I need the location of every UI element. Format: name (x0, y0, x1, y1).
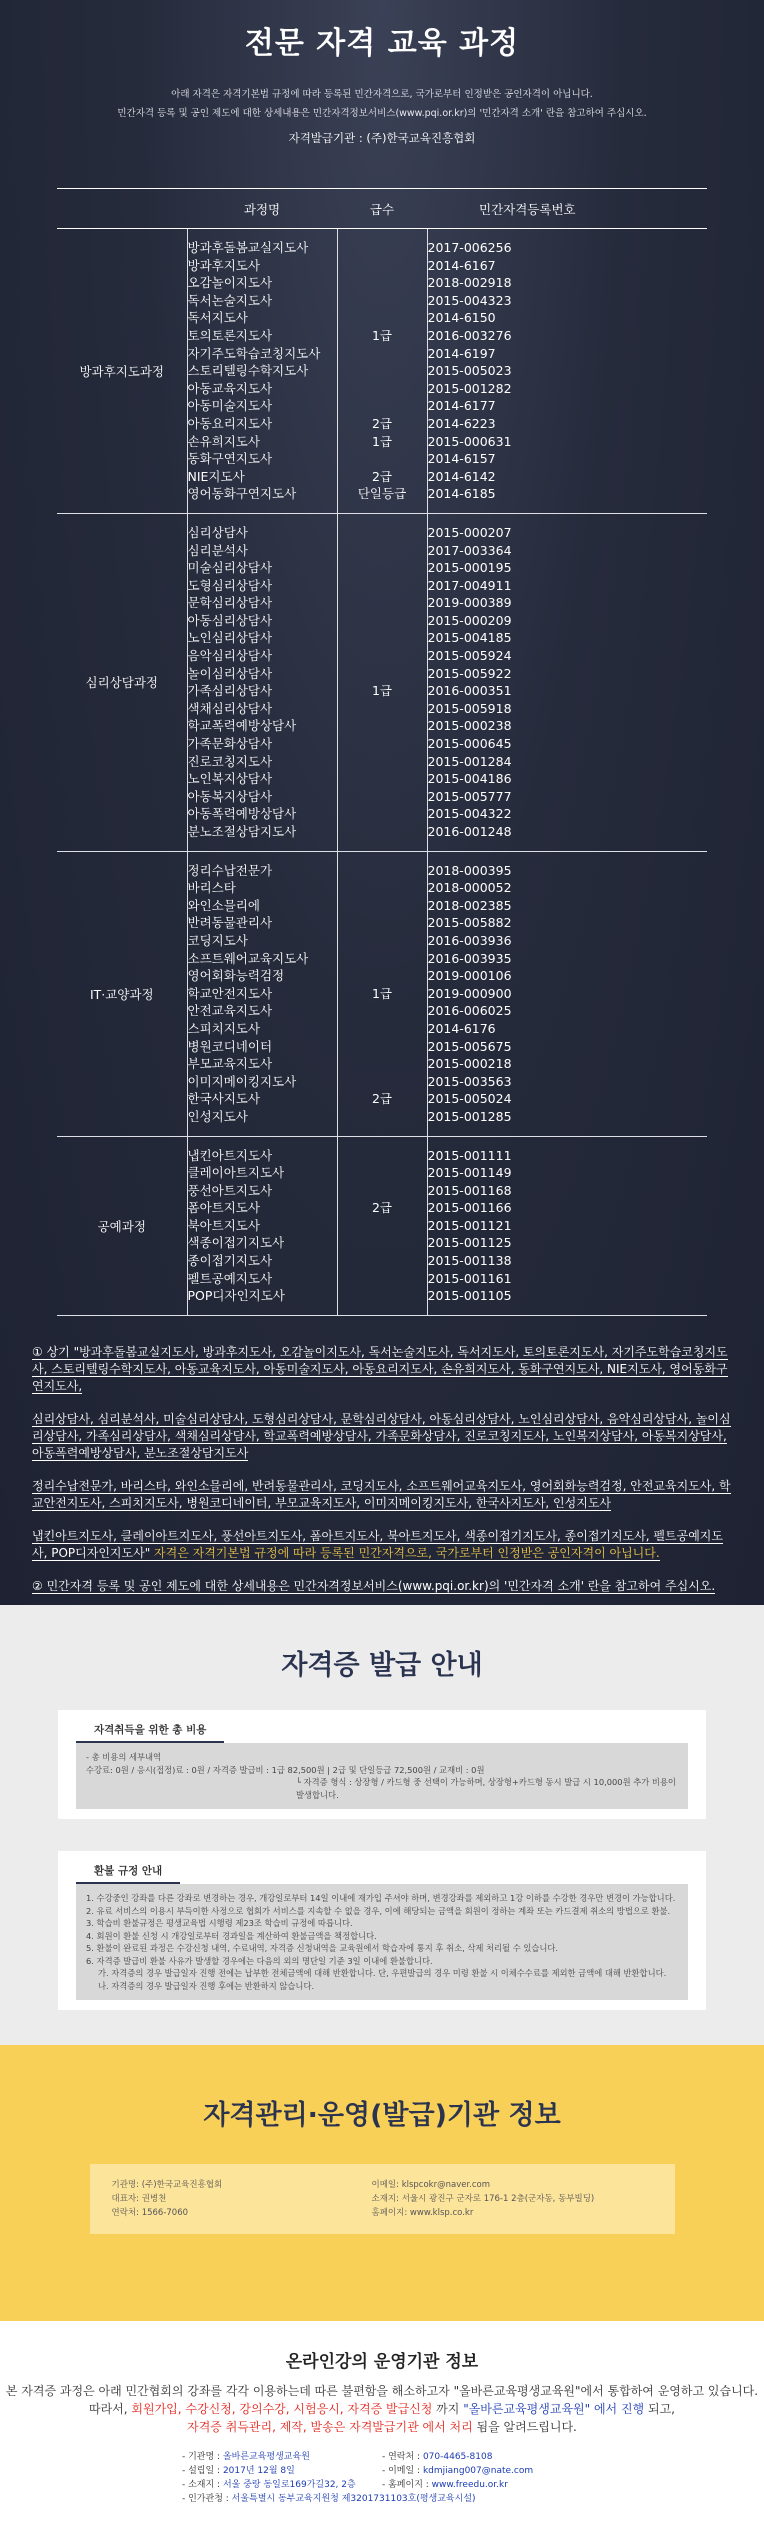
agency-info-left (112, 2178, 372, 2220)
course-name-line: 정리수납전문가 (187, 862, 273, 878)
category-cell: IT·교양과정 (57, 851, 187, 1136)
grade-line (338, 239, 427, 257)
reg-number (427, 513, 707, 851)
reg-number-line: 2015-005024 (427, 1091, 512, 1107)
refund-line: 3. 학습비 환불규정은 평생교육법 시행령 제23조 학습비 규정에 따릅니다. (86, 1918, 353, 1928)
grade-line (338, 1038, 427, 1056)
course-name-line: 반려동물관리사 (187, 915, 273, 931)
reg-number-line: 2015-005882 (427, 915, 512, 931)
course-name-line: 아동요리지도사 (187, 415, 273, 431)
refund-line: 나. 자격증의 경우 발급일자 진행 후에는 반환하지 않습니다. (98, 1980, 315, 1991)
grade-line (338, 594, 427, 612)
course-name-line: 안전교육지도사 (187, 1003, 273, 1019)
course-name-line: NIE지도사 (187, 468, 245, 484)
online-info-item: - 연락처 : 070-4465-8108 (382, 2452, 493, 2462)
reg-number-line: 2014-6157 (427, 451, 496, 467)
course-name-line: 문학심리상담사 (187, 595, 273, 611)
course-name-line: 놀이심리상담사 (187, 665, 273, 681)
online-info-item: - 소재지 : 서울 중랑 동일로169가길32, 2층 (182, 2480, 356, 2490)
agency-info-right (372, 2178, 595, 2220)
course-name (187, 513, 337, 851)
reg-number-line: 2017-004911 (427, 577, 512, 593)
refund-line: 2. 유료 서비스의 이용시 부득이한 사정으로 협회가 서비스를 지속할 수 없을 경우, 이에 해당되는 금액을 회원이 정하는 계좌 또는 카드결제 취소의 방법으로 환불. (86, 1905, 671, 1916)
reg-number (427, 851, 707, 1136)
grade-line (338, 805, 427, 823)
reg-number-line: 2015-000207 (427, 524, 512, 540)
reg-number-line: 2014-6150 (427, 310, 496, 326)
reg-number-line: 2015-001121 (427, 1217, 512, 1233)
course-name-line: 와인소믈리에 (187, 897, 260, 913)
course-name-line: 학교폭력예방상담사 (187, 718, 297, 734)
grade-line: 2급 (371, 415, 393, 431)
reg-number-line: 2014-6185 (427, 486, 496, 502)
grade-line (338, 897, 427, 915)
course-name-line: 색채심리상담사 (187, 700, 273, 716)
grade-line (338, 1234, 427, 1252)
qualification-table (57, 188, 707, 1316)
grade-line: 2급 (371, 468, 393, 484)
agency-info-line: 연락처: 1566-7060 (111, 2208, 189, 2218)
header-grade: 급수 (337, 189, 427, 229)
reg-number-line: 2017-003364 (427, 542, 512, 558)
note-5: ② 민간자격 등록 및 공인 제도에 대한 상세내용은 민간자격정보서비스(www.pqi.or.kr)의 '민간자격 소개' 란을 참고하여 주십시오. (32, 1578, 716, 1593)
course-name-line: 아동폭력예방상담사 (187, 806, 297, 822)
reg-number-line: 2015-004323 (427, 292, 512, 308)
online-text-2: 따라서, 회원가입, 수강신청, 강의수강, 시험응시, 자격증 발급신청 까지 "올바른교육평생교육원" 에서 진행 되고, (89, 2402, 675, 2416)
reg-number-line: 2015-004185 (427, 630, 512, 646)
grade-line (338, 967, 427, 985)
course-name-line: 동화구연지도사 (187, 451, 273, 467)
reg-number-line: 2015-000209 (427, 612, 512, 628)
grade-line (338, 1055, 427, 1073)
reg-number-line: 2016-006025 (427, 1003, 512, 1019)
reg-number-line: 2018-002385 (427, 897, 512, 913)
online-info-item: - 기관명 : 올바른교육평생교육원 (182, 2452, 310, 2462)
grade-line (338, 1002, 427, 1020)
reg-number-line: 2018-002918 (427, 275, 512, 291)
table-row (57, 229, 707, 514)
reg-number-line: 2015-005924 (427, 648, 512, 664)
course-name-line: 노인심리상담사 (187, 630, 273, 646)
course-name-line: 영어동화구연지도사 (187, 486, 297, 502)
agency-info-line: 소재지: 서울시 광진구 군자로 176-1 2층(군자동, 동부빌딩) (371, 2194, 595, 2204)
grade-line (338, 735, 427, 753)
category-cell: 심리상담과정 (57, 513, 187, 851)
reg-number-line: 2015-001285 (427, 1108, 512, 1124)
grade (337, 1136, 427, 1315)
grade-line (338, 823, 427, 841)
grade-line (338, 1073, 427, 1091)
course-name-line: 냅킨아트지도사 (187, 1147, 273, 1163)
reg-number-line: 2019-000106 (427, 968, 512, 984)
note-4: 냅킨아트지도사, 클레이아트지도사, 풍선아트지도사, 폼아트지도사, 북아트지도사, 색종이접기지도사, 종이접기지도사, 펠트공예지도사, POP디자인지도사" (32, 1528, 723, 1560)
grade-line (338, 257, 427, 275)
cost-body (76, 1743, 688, 1809)
grade-line (338, 559, 427, 577)
refund-line: 4. 회원이 환불 신청 시 개강일로부터 경과일을 계산하여 환불금액을 책정합니다. (86, 1930, 377, 1941)
refund-line: 1. 수강중인 강좌를 다른 강좌로 변경하는 경우, 개강일로부터 14일 이내에 재가입 주셔야 하며, 변경강좌를 제외하고 1강 이하를 수강한 경우만 변경이 가능합니다. (86, 1893, 676, 1903)
grade-line (338, 950, 427, 968)
reg-number-line: 2015-000238 (427, 718, 512, 734)
course-name-line: 노인복지상담사 (187, 771, 273, 787)
online-info-item: - 설립일 : 2017년 12월 8일 (182, 2466, 295, 2476)
grade-line (338, 1252, 427, 1270)
note-2: 심리상담사, 심리분석사, 미술심리상담사, 도형심리상담사, 문학심리상담사, 아동심리상담사, 노인심리상담사, 음악심리상담사, 놀이심리상담사, 가족심리상담사, 색채심리상담사, 학교폭력예방상담사, 가족문화상담사, 진로코칭지도사, 노인복지상담사, 아동복지상담사, 아동폭력예방상담사, 분노조절상담지도사 (32, 1411, 731, 1460)
reg-number-line: 2017-006256 (427, 240, 512, 255)
note-4-highlight: 자격은 자격기본법 규정에 따라 등록된 민간자격으로, 국가로부터 인정받은 공인자격이 아닙니다. (150, 1545, 660, 1560)
grade-line (338, 1287, 427, 1305)
reg-number-line: 2015-001105 (427, 1288, 512, 1304)
category-cell: 방과후지도과정 (57, 229, 187, 514)
online-info-item: - 홈페이지 : www.freedu.or.kr (382, 2480, 508, 2490)
course-name-line: 스피치지도사 (187, 1020, 260, 1036)
agency-section (0, 2045, 764, 2321)
course-name-line: 병원코디네이터 (187, 1038, 273, 1054)
course-name-line: 영어회화능력검정 (187, 968, 285, 984)
table-row (57, 1136, 707, 1315)
reg-number-line: 2015-001284 (427, 753, 512, 769)
reg-number (427, 1136, 707, 1315)
reg-number-line: 2018-000052 (427, 880, 512, 896)
course-name-line: POP디자인지도사 (187, 1288, 285, 1304)
refund-box (58, 1851, 706, 2010)
reg-number-line: 2015-005922 (427, 665, 512, 681)
course-name-line: 도형심리상담사 (187, 577, 273, 593)
reg-number-line: 2015-003563 (427, 1073, 512, 1089)
course-name-line: 코딩지도사 (187, 932, 248, 948)
grade (337, 851, 427, 1136)
online-section (0, 2321, 764, 2526)
course-name-line: 가족심리상담사 (187, 683, 273, 699)
reg-number-line: 2016-001248 (427, 824, 512, 839)
reg-number-line: 2014-6142 (427, 468, 496, 484)
cost-box (58, 1710, 706, 1819)
course-name-line: 미술심리상담사 (187, 560, 273, 576)
refund-line: 가. 자격증의 경우 발급일자 진행 전에는 납부한 전체금액에 대해 반환합니다. 단, 우편발급의 경우 미령 환불 시 이체수수료를 제외한 금액에 대해 반환합니다. (98, 1968, 667, 1978)
reg-number-line: 2014-6223 (427, 415, 496, 431)
grade-line (338, 770, 427, 788)
online-info-table (182, 2450, 582, 2506)
reg-number-line: 2015-001282 (427, 380, 512, 396)
course-name-line: 풍선아트지도사 (187, 1182, 273, 1198)
agency-info-line: 기관명: (주)한국교육진흥협회 (111, 2180, 223, 2190)
grade-line (338, 862, 427, 880)
grade-line: 1급 (371, 985, 393, 1001)
reg-number-line: 2015-001161 (427, 1270, 512, 1286)
reg-number-line: 2018-000395 (427, 862, 512, 878)
grade-line (338, 542, 427, 560)
grade (337, 229, 427, 514)
reg-number-line: 2014-6167 (427, 257, 496, 273)
category-cell: 공예과정 (57, 1136, 187, 1315)
reg-number-line: 2015-005777 (427, 788, 512, 804)
reg-number-line: 2015-000195 (427, 560, 512, 576)
grade (337, 513, 427, 851)
reg-number-line: 2016-003935 (427, 950, 512, 966)
grade-line (338, 524, 427, 542)
grade-line (338, 629, 427, 647)
refund-line: 5. 환불이 완료된 과정은 수강신청 내역, 수료내역, 자격증 신청내역을 교육원에서 학습자에 통지 후 취소, 삭제 처리될 수 있습니다. (86, 1943, 559, 1953)
header-reg-number: 민간자격등록번호 (427, 189, 707, 229)
reg-number-line: 2019-000389 (427, 595, 512, 611)
online-text-3: 자격증 취득관리, 제작, 발송은 자격발급기관 에서 처리 됨을 알려드립니다. (187, 2420, 577, 2434)
grade-line: 2급 (371, 1200, 393, 1216)
grade-line: 2급 (371, 1091, 393, 1107)
reg-number-line: 2015-004322 (427, 806, 512, 822)
cost-line: - 총 비용의 세부내역 (86, 1752, 162, 1762)
course-name (187, 851, 337, 1136)
cost-line: └ 자격증 형식 : 상장형 / 카드형 중 선택이 가능하며, 상장형+카드형 동시 발급 시 10,000원 추가 비용이 발생합니다. (296, 1777, 676, 1800)
course-name-line: 토의토론지도사 (187, 327, 273, 343)
course-name-line: 학교안전지도사 (187, 985, 273, 1001)
grade-line (338, 1182, 427, 1200)
course-name-line: 진로코칭지도사 (187, 753, 273, 769)
grade-line (338, 612, 427, 630)
grade-line (338, 1147, 427, 1165)
grade-line: 단일등급 (357, 486, 407, 502)
course-name-line: 자기주도학습코칭지도사 (187, 345, 321, 361)
course-name-line: 부모교육지도사 (187, 1056, 273, 1072)
online-text-1: 본 자격증 과정은 아래 민간협회의 강좌를 각각 이용하는데 따른 불편함을 해소하고자 "올바른교육평생교육원"에서 통합하여 운영하고 있습니다. (5, 2384, 759, 2398)
course-name (187, 1136, 337, 1315)
course-name-line: 분노조절상담지도사 (187, 824, 297, 839)
reg-number-line: 2015-005023 (427, 363, 512, 379)
note-3: 정리수납전문가, 바리스타, 와인소믈리에, 반려동물관리사, 코딩지도사, 소프트웨어교육지도사, 영어회화능력검정, 안전교육지도사, 학교안전지도사, 스피치지도사, 병원코디네이터, 부모교육지도사, 이미지메이킹지도사, 한국사지도사, 인성지도사 (32, 1478, 731, 1510)
course-name-line: 방과후돌봄교실지도사 (187, 240, 309, 255)
grade-line (338, 879, 427, 897)
agency-info-line: 대표자: 권병천 (111, 2194, 167, 2204)
reg-number-line: 2015-001149 (427, 1165, 512, 1181)
grade-line (338, 577, 427, 595)
grade-line (338, 665, 427, 683)
course-name-line: 손유희지도사 (187, 433, 260, 449)
header-category (57, 189, 187, 229)
reg-number-line: 2016-003276 (427, 327, 512, 343)
course-name-line: 소프트웨어교육지도사 (187, 950, 309, 966)
cost-line: 수강료: 0원 / 응시(접정)료 : 0원 / 자격증 발급비 : 1급 82,500원 | 2급 및 단일등급 72,500원 / 교재비 : 0원 (86, 1764, 485, 1775)
reg-number-line: 2015-000218 (427, 1056, 512, 1072)
grade-line (338, 1020, 427, 1038)
course-name-line: 이미지메이킹지도사 (187, 1073, 297, 1089)
grade-line (338, 932, 427, 950)
course-name-line: 색종이접기지도사 (187, 1235, 285, 1251)
issuance-title: 자격증 발급 안내 (281, 1650, 483, 1681)
grade-line (338, 1217, 427, 1235)
agency-title: 자격관리·운영(발급)기관 정보 (203, 2100, 561, 2131)
grade-line: 1급 (371, 327, 393, 343)
course-name-line: 심리상담사 (187, 524, 248, 540)
course-name-line: 가족문화상담사 (187, 736, 273, 752)
reg-number-line: 2015-001166 (427, 1200, 512, 1216)
reg-number-line: 2015-001125 (427, 1235, 512, 1251)
reg-number-line: 2015-001168 (427, 1182, 512, 1198)
grade-line (338, 788, 427, 806)
grade-line (338, 362, 427, 380)
course-name-line: 아동심리상담사 (187, 612, 273, 628)
grade-line (338, 345, 427, 363)
course-name-line: 펠트공예지도사 (187, 1270, 273, 1286)
reg-number-line: 2016-003936 (427, 932, 512, 948)
reg-number-line: 2015-001111 (427, 1147, 512, 1163)
reg-number-line: 2014-6177 (427, 398, 496, 414)
refund-line: 6. 자격증 발급비 환불 사유가 발생할 경우에는 다음의 외의 명단일 기준 3일 이내에 환불합니다. (86, 1955, 433, 1966)
reg-number-line: 2015-005675 (427, 1038, 512, 1054)
grade-line (338, 397, 427, 415)
reg-number-line: 2014-6176 (427, 1020, 496, 1036)
course-name-line: 독서논술지도사 (187, 292, 273, 308)
table-row (57, 513, 707, 851)
grade-line (338, 450, 427, 468)
grade-line (338, 914, 427, 932)
course-name-line: 폼아트지도사 (187, 1200, 260, 1216)
course-name-line: 바리스타 (187, 880, 236, 896)
reg-number-line: 2016-000351 (427, 683, 512, 699)
grade-line (338, 292, 427, 310)
reg-number-line: 2014-6197 (427, 345, 496, 361)
grade-line (338, 700, 427, 718)
course-name-line: 아동미술지도사 (187, 398, 273, 414)
grade-line (338, 380, 427, 398)
grade-line (338, 1270, 427, 1288)
reg-number-line: 2015-000645 (427, 736, 512, 752)
grade-line (338, 647, 427, 665)
intro-text: 아래 자격은 자격기본법 규정에 따라 등록된 민간자격으로, 국가로부터 인정받은 공인자격이 아닙니다. (171, 89, 593, 100)
grade-line (338, 309, 427, 327)
reg-number-line: 2015-004186 (427, 771, 512, 787)
course-name (187, 229, 337, 514)
table-header-row (57, 189, 707, 229)
refund-body (76, 1884, 688, 2000)
grade-line (338, 1164, 427, 1182)
grade-line (338, 1108, 427, 1126)
online-title: 온라인강의 운영기관 정보 (285, 2352, 479, 2372)
table-row (57, 851, 707, 1136)
course-name-line: 스토리텔링수학지도사 (187, 363, 309, 379)
course-name-line: 한국사지도사 (187, 1091, 260, 1107)
grade-line (338, 753, 427, 771)
reg-number-line: 2015-005918 (427, 700, 512, 716)
issuance-section (0, 1605, 764, 2045)
course-name-line: 아동교육지도사 (187, 380, 273, 396)
course-name-line: 오감놀이지도사 (187, 275, 273, 291)
grade-line (338, 274, 427, 292)
agency-info-line: 이메일: klspcokr@naver.com (371, 2180, 491, 2190)
refund-label: 환불 규정 안내 (76, 1863, 180, 1884)
grade-line: 1급 (371, 683, 393, 699)
intro-text-2: 민간자격 등록 및 공인 제도에 대한 상세내용은 민간자격정보서비스(www.pqi.or.kr)의 '민간자격 소개' 란을 참고하여 주십시오. (117, 108, 647, 119)
grade-line (338, 717, 427, 735)
course-name-line: 음악심리상담사 (187, 648, 273, 664)
course-name-line: 독서지도사 (187, 310, 248, 326)
course-name-line: 클레이아트지도사 (187, 1165, 285, 1181)
header-course-name: 과정명 (187, 189, 337, 229)
reg-number-line: 2015-001138 (427, 1253, 512, 1269)
online-info-item: - 이메일 : kdmjiang007@nate.com (382, 2466, 534, 2476)
course-name-line: 심리분석사 (187, 542, 248, 558)
reg-number-line: 2019-000900 (427, 985, 512, 1001)
course-name-line: 방과후지도사 (187, 257, 260, 273)
course-name-line: 인성지도사 (187, 1108, 248, 1124)
agency-info-line: 홈페이지: www.klsp.co.kr (371, 2208, 474, 2218)
issuer-text: 자격발급기관 : (주)한국교육진흥협회 (288, 131, 476, 145)
course-name-line: 종이접기지도사 (187, 1253, 273, 1269)
online-info-item: - 인가관청 : 서울특별시 동부교육지원청 제3201731103호(평생교육시설) (182, 2494, 476, 2504)
page-title: 전문 자격 교육 과정 (244, 26, 520, 61)
course-name-line: 아동복지상담사 (187, 788, 273, 804)
grade-line: 1급 (371, 433, 393, 449)
agency-info-box (90, 2164, 675, 2234)
notes (32, 1344, 732, 1595)
note-1: ① 상기 "방과후돌봄교실지도사, 방과후지도사, 오감놀이지도사, 독서논술지도사, 독서지도사, 토의토론지도사, 자기주도학습코칭지도사, 스토리텔링수학지도사, 아동교육지도사, 아동미술지도사, 아동요리지도사, 손유희지도사, 동화구연지도사, NIE지도사, 영어동화구연지도사, (32, 1344, 728, 1393)
reg-number-line: 2015-000631 (427, 433, 512, 449)
cost-label: 자격취득을 위한 총 비용 (76, 1722, 224, 1743)
course-name-line: 북아트지도사 (187, 1217, 260, 1233)
reg-number (427, 229, 707, 514)
